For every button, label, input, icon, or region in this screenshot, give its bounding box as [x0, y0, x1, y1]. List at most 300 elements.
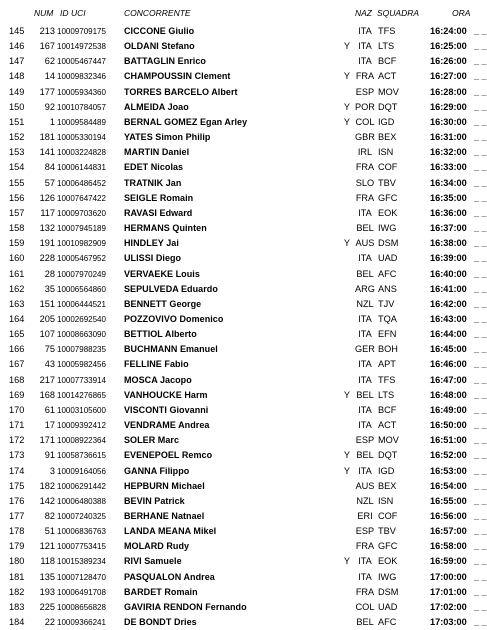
time-placeholder: _ _ [474, 192, 487, 203]
start-time: 16:25:00 [430, 41, 467, 52]
start-position: 166 [9, 344, 25, 355]
uci-id: 10015389234 [57, 557, 106, 567]
team-code: BCF [378, 56, 397, 67]
start-position: 171 [9, 420, 25, 431]
nationality: ITA [358, 26, 372, 36]
uci-id: 10010784057 [57, 102, 106, 112]
rider-name: TRATNIK Jan [124, 177, 182, 188]
start-position: 151 [9, 116, 25, 127]
young-rider-flag: Y [343, 238, 351, 249]
header-id: ID [60, 8, 69, 18]
rider-name: HINDLEY Jai [124, 238, 179, 249]
table-row [0, 494, 487, 509]
nationality: ITA [358, 374, 372, 385]
table-row [0, 130, 487, 145]
bib-number: 205 [39, 313, 55, 324]
table-row [0, 145, 487, 160]
start-position: 184 [9, 617, 25, 628]
start-time: 16:51:00 [430, 435, 467, 446]
uci-id: 10058736615 [57, 451, 106, 461]
start-time: 16:33:00 [430, 162, 467, 173]
team-code: LTS [378, 41, 395, 52]
header-naz: NAZ [355, 8, 372, 18]
table-row [0, 464, 487, 479]
time-placeholder: _ _ [474, 617, 487, 628]
start-time: 16:39:00 [430, 253, 467, 264]
young-rider-flag: Y [343, 389, 351, 400]
rider-name: BENNETT George [124, 298, 202, 309]
team-code: EFN [378, 329, 397, 340]
uci-id: 10003224828 [57, 148, 106, 158]
rider-name: ALMEIDA Joao [124, 101, 189, 112]
start-time: 16:55:00 [430, 495, 467, 506]
bib-number: 35 [44, 283, 55, 294]
team-code: AFC [378, 268, 397, 279]
team-code: UAD [378, 601, 398, 612]
team-code: GFC [378, 541, 398, 552]
nationality: GER [355, 344, 375, 355]
uci-id: 10007753415 [57, 542, 106, 552]
uci-id: 10009584489 [57, 117, 106, 127]
nationality: GBR [355, 132, 375, 143]
start-time: 16:45:00 [430, 344, 467, 355]
rider-name: EVENEPOEL Remco [124, 450, 213, 461]
nationality: ITA [358, 465, 372, 476]
nationality: ITA [358, 253, 372, 264]
time-placeholder: _ _ [474, 116, 487, 127]
nationality: NZL [356, 495, 374, 506]
table-row [0, 251, 487, 266]
table-row [0, 373, 487, 388]
nationality: FRA [355, 71, 375, 82]
rider-name: CICCONE Giulio [124, 26, 195, 36]
rider-name: HERMANS Quinten [124, 223, 207, 234]
young-rider-flag: Y [343, 465, 351, 476]
start-time: 16:53:00 [430, 465, 467, 476]
start-position: 177 [9, 511, 25, 521]
nationality: BEL [356, 268, 374, 279]
start-time: 17:02:00 [430, 601, 467, 612]
rider-name: BEVIN Patrick [124, 495, 185, 506]
bib-number: 28 [44, 268, 55, 279]
time-placeholder: _ _ [474, 541, 487, 552]
rider-name: GAVIRIA RENDON Fernando [124, 601, 247, 612]
rider-name: MOSCA Jacopo [124, 374, 192, 385]
header-ora: ORA [452, 8, 471, 18]
start-time: 16:43:00 [430, 313, 467, 324]
rider-name: LANDA MEANA Mikel [124, 526, 217, 537]
start-time: 16:46:00 [430, 359, 467, 370]
nationality: ITA [358, 359, 372, 370]
start-position: 183 [9, 601, 25, 612]
time-placeholder: _ _ [474, 389, 487, 400]
start-position: 180 [9, 556, 25, 567]
start-position: 146 [9, 41, 25, 52]
start-position: 155 [9, 177, 25, 188]
start-position: 160 [9, 253, 25, 264]
table-row [0, 509, 487, 524]
bib-number: 121 [39, 541, 55, 552]
uci-id: 10009366241 [57, 618, 106, 628]
team-code: BOH [378, 344, 398, 355]
time-placeholder: _ _ [474, 601, 487, 612]
table-row [0, 342, 487, 357]
start-position: 182 [9, 586, 25, 597]
nationality: BEL [356, 450, 374, 461]
time-placeholder: _ _ [474, 495, 487, 506]
team-code: DSM [378, 586, 399, 597]
start-time: 16:40:00 [430, 268, 467, 279]
team-code: BCF [378, 404, 397, 415]
young-rider-flag: Y [343, 41, 351, 52]
start-position: 156 [9, 192, 25, 203]
table-row [0, 221, 487, 236]
start-time: 16:29:00 [430, 101, 467, 112]
start-list-table [0, 24, 487, 630]
nationality: ITA [358, 329, 372, 340]
team-code: ACT [378, 71, 397, 82]
start-position: 147 [9, 56, 25, 67]
start-time: 16:50:00 [430, 420, 467, 431]
start-time: 16:58:00 [430, 541, 467, 552]
uci-id: 10003105600 [57, 405, 106, 415]
start-position: 153 [9, 147, 25, 158]
start-time: 16:42:00 [430, 298, 467, 309]
time-placeholder: _ _ [474, 132, 487, 143]
rider-name: BERNAL GOMEZ Egan Arley [124, 116, 248, 127]
time-placeholder: _ _ [474, 86, 487, 97]
rider-name: BERHANE Natnael [124, 511, 205, 521]
nationality: ESP [355, 86, 375, 97]
team-code: TBV [378, 177, 396, 188]
start-position: 159 [9, 238, 25, 249]
young-rider-flag: Y [343, 101, 351, 112]
start-time: 16:34:00 [430, 177, 467, 188]
team-code: EOK [378, 556, 398, 567]
time-placeholder: _ _ [474, 26, 487, 36]
nationality: POR [355, 101, 375, 112]
uci-id: 10005467952 [57, 254, 106, 264]
time-placeholder: _ _ [474, 162, 487, 173]
bib-number: 135 [39, 571, 55, 582]
time-placeholder: _ _ [474, 101, 487, 112]
nationality: AUS [355, 480, 375, 491]
nationality: ESP [355, 526, 375, 537]
rider-name: VENDRAME Andrea [124, 420, 210, 431]
start-position: 150 [9, 101, 25, 112]
start-time: 16:31:00 [430, 132, 467, 143]
rider-name: CHAMPOUSSIN Clement [124, 71, 231, 82]
rider-name: VANHOUCKE Harm [124, 389, 208, 400]
start-time: 16:26:00 [430, 56, 467, 67]
team-code: MOV [378, 86, 399, 97]
time-placeholder: _ _ [474, 359, 487, 370]
rider-name: FELLINE Fabio [124, 359, 189, 370]
start-time: 16:35:00 [430, 192, 467, 203]
table-row [0, 115, 487, 130]
rider-name: GANNA Filippo [124, 465, 190, 476]
team-code: TQA [378, 313, 397, 324]
start-position: 176 [9, 495, 25, 506]
time-placeholder: _ _ [474, 71, 487, 82]
bib-number: 225 [39, 601, 55, 612]
uci-id: 10005982456 [57, 360, 106, 370]
young-rider-flag: Y [343, 116, 351, 127]
table-row [0, 191, 487, 206]
time-placeholder: _ _ [474, 147, 487, 158]
nationality: NZL [356, 298, 374, 309]
uci-id: 10014972538 [57, 42, 106, 52]
start-position: 157 [9, 207, 25, 218]
uci-id: 10006444521 [57, 299, 106, 309]
time-placeholder: _ _ [474, 329, 487, 340]
table-row [0, 418, 487, 433]
uci-id: 10006291442 [57, 481, 106, 491]
table-row [0, 448, 487, 463]
uci-id: 10007647422 [57, 193, 106, 203]
rider-name: BARDET Romain [124, 586, 198, 597]
bib-number: 142 [39, 495, 55, 506]
team-code: ISN [378, 495, 394, 506]
team-code: LTS [378, 389, 395, 400]
uci-id: 10006144831 [57, 163, 106, 173]
start-time: 16:57:00 [430, 526, 467, 537]
uci-id: 10009703620 [57, 208, 106, 218]
uci-id: 10006836763 [57, 527, 106, 537]
start-time: 17:01:00 [430, 586, 467, 597]
start-time: 16:28:00 [430, 86, 467, 97]
table-row [0, 357, 487, 372]
start-position: 162 [9, 283, 25, 294]
start-position: 158 [9, 223, 25, 234]
time-placeholder: _ _ [474, 283, 487, 294]
uci-id: 10008663090 [57, 330, 106, 340]
start-position: 169 [9, 389, 25, 400]
uci-id: 10007128470 [57, 572, 106, 582]
nationality: SLO [355, 177, 375, 188]
table-row [0, 388, 487, 403]
nationality: ITA [358, 41, 372, 52]
start-position: 152 [9, 132, 25, 143]
uci-id: 10002692540 [57, 314, 106, 324]
start-time: 16:52:00 [430, 450, 467, 461]
rider-name: MOLARD Rudy [124, 541, 190, 552]
start-position: 168 [9, 374, 25, 385]
rider-name: OLDANI Stefano [124, 41, 195, 52]
bib-number: 14 [44, 71, 55, 82]
uci-id: 10006564860 [57, 284, 106, 294]
start-position: 175 [9, 480, 25, 491]
nationality: BEL [356, 617, 374, 628]
uci-id: 10009392412 [57, 421, 106, 431]
bib-number: 132 [39, 223, 55, 234]
start-position: 161 [9, 268, 25, 279]
table-row [0, 160, 487, 175]
rider-name: SOLER Marc [124, 435, 180, 446]
uci-id: 10007988235 [57, 345, 106, 355]
header-squadra: SQUADRA [377, 8, 420, 18]
time-placeholder: _ _ [474, 344, 487, 355]
rider-name: TORRES BARCELO Albert [124, 86, 238, 97]
table-row [0, 524, 487, 539]
uci-id: 10007970249 [57, 269, 106, 279]
team-code: IWG [378, 571, 397, 582]
time-placeholder: _ _ [474, 450, 487, 461]
bib-number: 61 [44, 404, 55, 415]
start-time: 16:47:00 [430, 374, 467, 385]
nationality: FRA [355, 586, 375, 597]
header-uci: UCI [71, 8, 86, 18]
table-row [0, 403, 487, 418]
time-placeholder: _ _ [474, 435, 487, 446]
uci-id: 10009164056 [57, 466, 106, 476]
time-placeholder: _ _ [474, 41, 487, 52]
nationality: COL [355, 601, 375, 612]
start-position: 179 [9, 541, 25, 552]
table-row [0, 554, 487, 569]
table-row [0, 433, 487, 448]
rider-name: SEPULVEDA Eduardo [124, 283, 218, 294]
team-code: APT [378, 359, 396, 370]
bib-number: 217 [39, 374, 55, 385]
bib-number: 177 [39, 86, 55, 97]
bib-number: 22 [44, 617, 55, 628]
uci-id: 10005934360 [57, 87, 106, 97]
bib-number: 62 [44, 56, 55, 67]
start-position: 164 [9, 313, 25, 324]
nationality: IRL [357, 147, 373, 158]
uci-id: 10010982909 [57, 239, 106, 249]
team-code: TFS [378, 26, 396, 36]
team-code: TFS [378, 374, 396, 385]
table-row [0, 585, 487, 600]
bib-number: 213 [39, 26, 55, 36]
start-position: 148 [9, 71, 25, 82]
uci-id: 10005330194 [57, 133, 106, 143]
team-code: ANS [378, 283, 397, 294]
bib-number: 84 [44, 162, 55, 173]
start-time: 16:36:00 [430, 207, 467, 218]
table-row [0, 297, 487, 312]
nationality: ESP [355, 435, 375, 446]
start-time: 16:48:00 [430, 389, 467, 400]
nationality: FRA [355, 162, 375, 173]
team-code: IWG [378, 223, 397, 234]
team-code: ISN [378, 147, 394, 158]
uci-id: 10005467447 [57, 57, 106, 67]
bib-number: 141 [39, 147, 55, 158]
bib-number: 167 [39, 41, 55, 52]
team-code: BEX [378, 480, 397, 491]
start-position: 154 [9, 162, 25, 173]
rider-name: SEIGLE Romain [124, 192, 194, 203]
time-placeholder: _ _ [474, 313, 487, 324]
team-code: GFC [378, 192, 398, 203]
nationality: BEL [356, 223, 374, 234]
team-code: TJV [378, 298, 395, 309]
team-code: ACT [378, 420, 397, 431]
nationality: ITA [358, 404, 372, 415]
rider-name: PASQUALON Andrea [124, 571, 215, 582]
start-position: 172 [9, 435, 25, 446]
bib-number: 57 [44, 177, 55, 188]
rider-name: YATES Simon Philip [124, 132, 211, 143]
nationality: ARG [355, 283, 375, 294]
team-code: IGD [378, 116, 395, 127]
rider-name: BATTAGLIN Enrico [124, 56, 206, 67]
time-placeholder: _ _ [474, 556, 487, 567]
team-code: DQT [378, 450, 398, 461]
bib-number: 151 [39, 298, 55, 309]
rider-name: BETTIOL Alberto [124, 329, 197, 340]
time-placeholder: _ _ [474, 511, 487, 521]
time-placeholder: _ _ [474, 374, 487, 385]
nationality: ITA [358, 420, 372, 431]
nationality: FRA [355, 541, 375, 552]
start-time: 16:59:00 [430, 556, 467, 567]
young-rider-flag: Y [343, 450, 351, 461]
table-row [0, 85, 487, 100]
team-code: MOV [378, 435, 399, 446]
uci-id: 10009709175 [57, 27, 106, 36]
start-time: 16:32:00 [430, 147, 467, 158]
table-row [0, 100, 487, 115]
start-time: 17:00:00 [430, 571, 467, 582]
rider-name: BUCHMANN Emanuel [124, 344, 218, 355]
team-code: UAD [378, 253, 398, 264]
young-rider-flag: Y [343, 556, 351, 567]
table-row [0, 479, 487, 494]
bib-number: 191 [39, 238, 55, 249]
rider-name: EDET Nicolas [124, 162, 184, 173]
time-placeholder: _ _ [474, 526, 487, 537]
nationality: ITA [358, 571, 372, 582]
header-num: NUM [34, 8, 54, 18]
rider-name: POZZOVIVO Domenico [124, 313, 224, 324]
nationality: ITA [358, 56, 372, 67]
time-placeholder: _ _ [474, 298, 487, 309]
bib-number: 3 [49, 465, 55, 476]
start-position: 145 [9, 26, 25, 36]
start-time: 16:44:00 [430, 329, 467, 340]
uci-id: 10007733914 [57, 375, 106, 385]
time-placeholder: _ _ [474, 223, 487, 234]
uci-id: 10014276865 [57, 390, 106, 400]
header-concorrente: CONCORRENTE [124, 8, 191, 18]
time-placeholder: _ _ [474, 177, 487, 188]
team-code: IGD [378, 465, 395, 476]
start-position: 173 [9, 450, 25, 461]
uci-id: 10006480388 [57, 496, 106, 506]
bib-number: 126 [39, 192, 55, 203]
rider-name: VISCONTI Giovanni [124, 404, 209, 415]
bib-number: 117 [40, 207, 55, 218]
bib-number: 91 [44, 450, 55, 461]
start-position: 163 [9, 298, 25, 309]
table-row [0, 54, 487, 69]
table-row [0, 600, 487, 615]
bib-number: 118 [40, 556, 55, 567]
bib-number: 1 [49, 116, 55, 127]
rider-name: VERVAEKE Louis [124, 268, 200, 279]
team-code: BEX [378, 132, 397, 143]
uci-id: 10007240325 [57, 512, 106, 521]
table-row [0, 615, 487, 630]
start-time: 16:30:00 [430, 116, 467, 127]
table-row [0, 206, 487, 221]
start-position: 178 [9, 526, 25, 537]
uci-id: 10008656828 [57, 602, 106, 612]
